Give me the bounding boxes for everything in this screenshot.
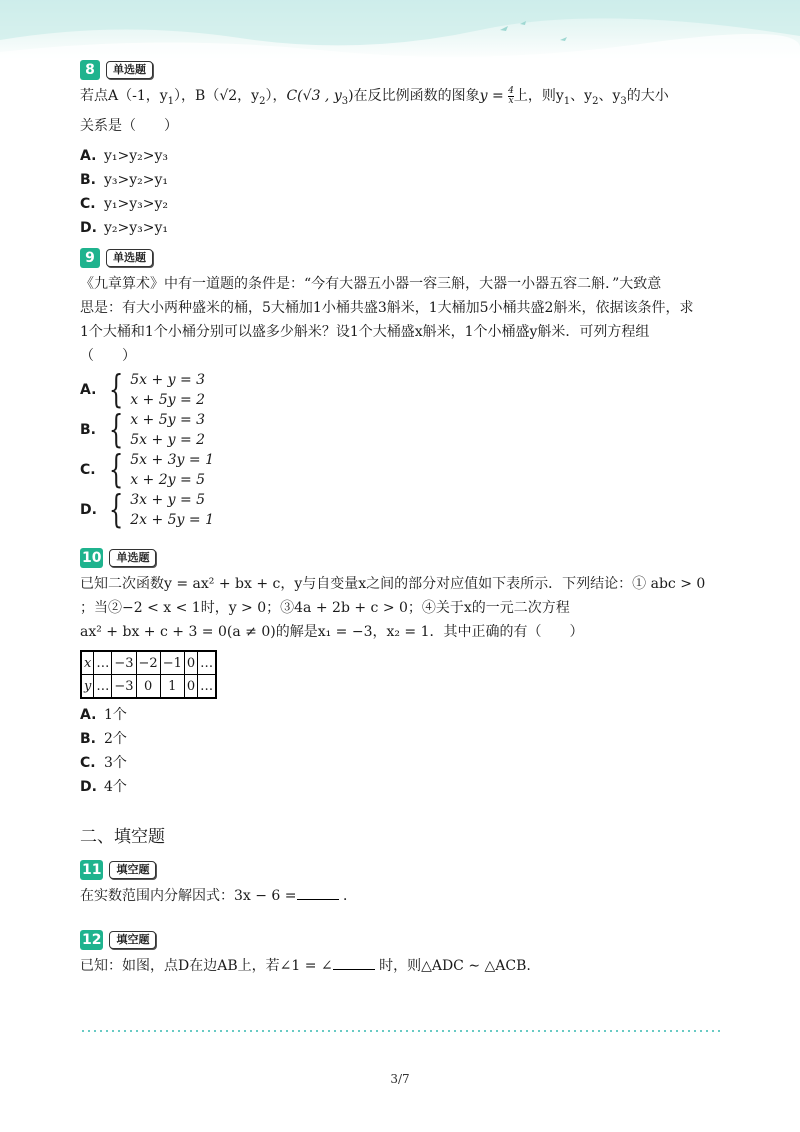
question-12: [80, 930, 720, 978]
question-stem: 已知二次函数y = ax² + bx + c，y与自变量x之间的部分对应值如下表所示．下列结论：① abc > 0 ；当②−2 < x < 1时，y > 0；③4a + 2b + c > 0；④关于x的一元二次方程 ax² + bx + c + 3 = 0(a ≠ 0)的解是x₁ = −3，x₂ = 1．其中正确的有（ ）: [80, 576, 706, 640]
option-d[interactable]: D. 4个: [80, 779, 127, 795]
question-type-badge: 单选题: [106, 61, 153, 79]
answer-blank[interactable]: [297, 885, 339, 900]
header-banner: [0, 0, 800, 62]
question-number: 11: [82, 862, 102, 878]
option-c[interactable]: C. 3个: [80, 755, 127, 771]
table-row: y … −3 0 1 0 …: [81, 675, 216, 699]
option-b[interactable]: B. y₃>y₂>y₁: [80, 171, 169, 188]
question-9: [80, 248, 720, 530]
option-a[interactable]: A. 1个: [80, 707, 127, 723]
fraction: $\frac{4}{x}$: [508, 85, 514, 106]
answer-blank[interactable]: [333, 955, 375, 970]
divider: [80, 1030, 720, 1032]
question-11: [80, 860, 720, 908]
question-type-badge: 填空题: [109, 931, 156, 949]
question-number: 12: [82, 932, 102, 948]
option-b[interactable]: B. { x + 5y = 3 5x + y = 2: [80, 407, 206, 451]
question-stem: 在实数范围内分解因式：3x − 6 = ．: [80, 884, 720, 908]
option-a[interactable]: A. { 5x + y = 3 x + 5y = 2: [80, 367, 206, 411]
question-number: 9: [80, 248, 100, 268]
option-c[interactable]: C. y₁>y₃>y₂: [80, 195, 169, 212]
question-type-badge: 填空题: [109, 861, 156, 879]
question-type-badge: 单选题: [109, 549, 156, 567]
question-10: [80, 548, 720, 799]
question-stem: 《九章算术》中有一道题的条件是：“今有大器五小器一容三斛，大器一小器五容二斛．”大致意 思是：有大小两种盛米的桶，5大桶加1小桶共盛3斛米，1大桶加5小桶共盛2斛米，依据该条件，求 1个大桶和1个小桶分别可以盛多少斛米？设1个大桶盛x斛米，1个小桶盛y斛米．可列方程组 （ ）: [80, 276, 694, 364]
page-number: 3/7: [390, 1072, 410, 1086]
question-8: [80, 60, 720, 240]
question-stem: 若点A（-1，$y_1$），B（√2，$y_2$），C(√3 , $y_3$)在反比例函数的图象y = $\frac{4}{x}$ 上，则$y_1$、$y_2$、$y_3$的大小 关系是（ ）: [80, 85, 669, 134]
value-table: [80, 650, 217, 699]
option-d[interactable]: D. { 3x + y = 5 2x + 5y = 1: [80, 487, 214, 531]
option-c[interactable]: C. { 5x + 3y = 1 x + 2y = 5: [80, 447, 214, 491]
question-number: 10: [82, 550, 102, 566]
question-type-badge: 单选题: [106, 249, 153, 267]
option-d[interactable]: D. y₂>y₃>y₁: [80, 219, 169, 236]
section-title: 二、填空题: [80, 827, 165, 847]
option-a[interactable]: A. y₁>y₂>y₃: [80, 147, 169, 164]
option-b[interactable]: B. 2个: [80, 731, 127, 747]
decorative-waves: [0, 0, 800, 62]
question-number: 8: [80, 60, 100, 80]
table-row: x … −3 −2 −1 0 …: [81, 651, 216, 675]
question-stem: 已知：如图，点D在边AB上，若∠1 = ∠ 时，则△ADC ∼ △ACB.: [80, 954, 720, 978]
